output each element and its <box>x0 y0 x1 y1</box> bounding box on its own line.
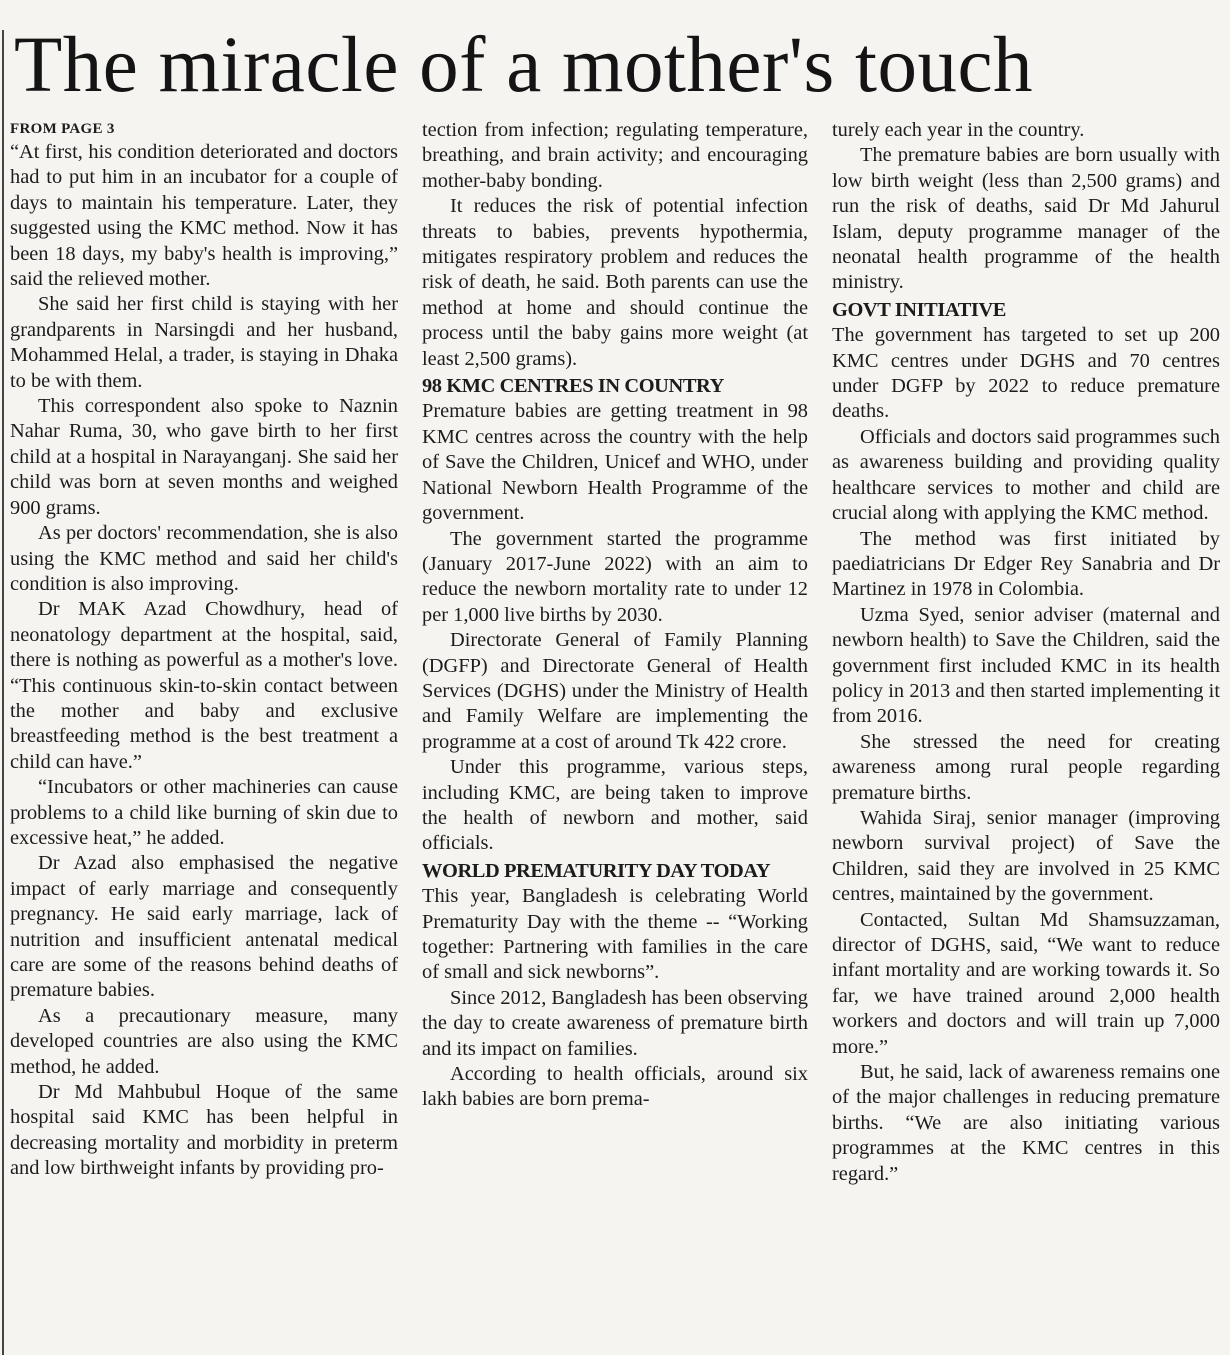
paragraph: The premature babies are born usually with low birth weight (less than 2,500 grams) and run the risk of deaths, said Dr Md Jahurul Islam, deputy programme manager of the neonatal health programme of the health ministry. <box>832 144 1220 294</box>
headline: The miracle of a mother's touch <box>14 22 1034 109</box>
paragraph: Contacted, Sultan Md Shamsuzzaman, director of DGHS, said, “We want to reduce infant mortality and are working towards it. So far, we have trained around 2,000 health workers and doctors and will train up 7,000 more.” <box>832 908 1220 1058</box>
paragraph: Dr Md Mahbubul Hoque of the same hospital said KMC has been helpful in decreasing mortality and morbidity in preterm and low birthweight infants by providing pro- <box>10 1081 398 1180</box>
paragraph: She stressed the need for creating awareness among rural people regarding premature births. <box>832 730 1220 804</box>
paragraph: tection from infection; regulating temperature, breathing, and brain activity; and encouraging mother-baby bonding. <box>422 119 808 192</box>
paragraph: The method was first initiated by paediatricians Dr Edger Rey Sanabria and Dr Martinez in 1978 in Colombia. <box>832 527 1220 601</box>
paragraph: As a precautionary measure, many developed countries are also using the KMC method, he added. <box>10 1004 398 1078</box>
paragraph: Officials and doctors said programmes such as awareness building and providing quality healthcare services to mother and child are crucial along with applying the KMC method. <box>832 425 1220 525</box>
left-column-rule <box>2 30 4 1355</box>
paragraph: She said her first child is staying with her grandparents in Narsingdi and her husband, Mohammed Helal, a trader, is staying in Dhaka to be with them. <box>10 293 398 392</box>
paragraph: Since 2012, Bangladesh has been observing the day to create awareness of premature birth and its impact on families. <box>422 986 808 1060</box>
paragraph: As per doctors' recommendation, she is also using the KMC method and said her child's condition is also improving. <box>10 522 398 595</box>
section-heading: WORLD PREMATURITY DAY TODAY <box>422 859 771 882</box>
paragraph: This correspondent also spoke to Naznin Nahar Ruma, 30, who gave birth to her first child at a hospital in Narayanganj. She said her child was born at seven months and weighed 900 grams. <box>10 395 398 519</box>
section-heading: 98 KMC CENTRES IN COUNTRY <box>422 375 724 398</box>
continuation-kicker: FROM PAGE 3 <box>10 121 115 137</box>
paragraph: Dr MAK Azad Chowdhury, head of neonatology department at the hospital, said, there is nothing as powerful as a mother's love. “This continuous skin-to-skin contact between the mother and baby and exclusive breastfeeding method is the best treatment a child can have.” <box>10 598 398 773</box>
paragraph: But, he said, lack of awareness remains one of the major challenges in reducing premature births. “We are also initiating various programmes at the KMC centres in this regard.” <box>832 1061 1220 1185</box>
paragraph: It reduces the risk of potential infection threats to babies, prevents hypothermia, mitigates respiratory problem and reduces the risk of death, he said. Both parents can use the method at home and should continue the process until the baby gains more weight (at least 2,500 grams). <box>422 195 808 370</box>
paragraph: The government started the programme (January 2017-June 2022) with an aim to reduce the newborn mortality rate to under 12 per 1,000 live births by 2030. <box>422 527 808 626</box>
paragraph: Uzma Syed, senior adviser (maternal and newborn health) to Save the Children, said the government first included KMC in its health policy in 2013 and then started implementing it from 2016. <box>832 603 1220 728</box>
article-column-1 <box>10 118 398 1350</box>
paragraph: Premature babies are getting treatment in 98 KMC centres across the country with the help of Save the Children, Unicef and WHO, under National Newborn Health Programme of the government. <box>422 400 808 525</box>
paragraph: Wahida Siraj, senior manager (improving newborn survival project) of Save the Children, said they are involved in 25 KMC centres, maintained by the government. <box>832 806 1220 906</box>
article-column-2 <box>422 118 808 1350</box>
paragraph: The government has targeted to set up 200 KMC centres under DGHS and 70 centres under DGFP by 2022 to reduce premature deaths. <box>832 324 1220 423</box>
section-heading: GOVT INITIATIVE <box>832 298 1006 321</box>
paragraph: Under this programme, various steps, including KMC, are being taken to improve the health of newborn and mother, said officials. <box>422 756 808 855</box>
paragraph: This year, Bangladesh is celebrating World Prematurity Day with the theme -- “Working together: Partnering with families in the care of small and sick newborns”. <box>422 885 808 984</box>
paragraph: According to health officials, around six lakh babies are born prema- <box>422 1063 808 1111</box>
paragraph: Directorate General of Family Planning (DGFP) and Directorate General of Health Services (DGHS) under the Ministry of Health and Family Welfare are implementing the programme at a cost of around Tk 422 crore. <box>422 629 808 753</box>
paragraph: “Incubators or other machineries can cause problems to a child like burning of skin due to excessive heat,” he added. <box>10 776 398 849</box>
paragraph: Dr Azad also emphasised the negative impact of early marriage and consequently pregnancy. He said early marriage, lack of nutrition and insufficient antenatal medical care are some of the reasons behind deaths of premature babies. <box>10 852 398 1002</box>
paragraph: “At first, his condition deteriorated and doctors had to put him in an incubator for a couple of days to maintain his temperature. Later, they suggested using the KMC method. Now it has been 18 days, my baby's health is improving,” said the relieved mother. <box>10 141 398 291</box>
paragraph: turely each year in the country. <box>832 119 1085 141</box>
article-column-3 <box>832 118 1220 1350</box>
